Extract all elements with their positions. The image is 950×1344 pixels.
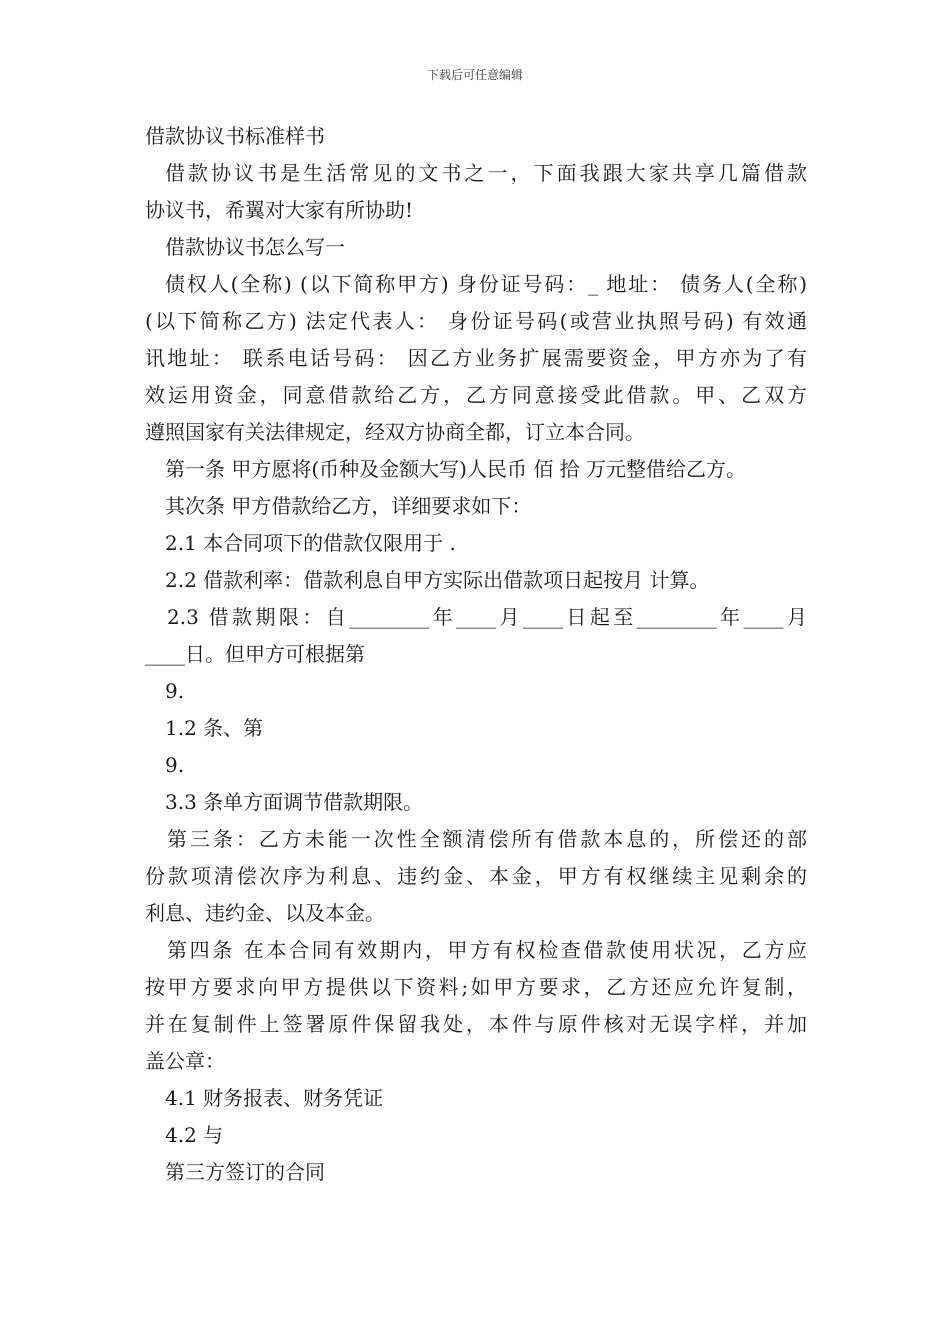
paragraph-line: 遵照国家有关法律规定，经双方协商全都，订立本合同。: [145, 420, 645, 444]
paragraph-line: 讯地址： 联系电话号码： 因乙方业务扩展需要资金，甲方亦为了有: [145, 346, 807, 370]
clause-line: 4.1 财务报表、财务凭证: [165, 1086, 384, 1110]
paragraph-line: 份款项清偿次序为利息、违约金、本金，甲方有权继续主见剩余的: [145, 864, 807, 888]
paragraph-line: 并在复制件上签署原件保留我处，本件与原件核对无误字样，并加: [145, 1012, 807, 1036]
clause-line: 3.3 条单方面调节借款期限。: [165, 790, 424, 814]
clause-line: 1.2 条、第: [165, 716, 264, 740]
clause-line: 2.3 借款期限：自________年____月____日起至________年____月: [167, 605, 807, 629]
section-heading: 借款协议书怎么写一: [165, 235, 345, 259]
paragraph-line: 协议书，希翼对大家有所协助!: [145, 198, 414, 222]
paragraph-line: (以下简称乙方) 法定代表人： 身份证号码(或营业执照号码) 有效通: [145, 309, 807, 333]
paragraph-line: 利息、违约金、以及本金。: [145, 901, 385, 925]
document-body: [145, 118, 807, 1191]
paragraph-line: 债权人(全称) (以下简称甲方) 身份证号码：_ 地址： 债务人(全称): [165, 272, 807, 296]
clause-line: 9.: [165, 679, 185, 703]
article-line: 第三条：乙方未能一次性全额清偿所有借款本息的，所偿还的部: [167, 827, 807, 851]
paragraph-line: 效运用资金，同意借款给乙方，乙方同意接受此借款。甲、乙双方: [145, 383, 807, 407]
document-title: 借款协议书标准样书: [145, 124, 325, 148]
clause-line: 2.2 借款利率：借款利息自甲方实际出借款项日起按月 计算。: [165, 568, 710, 592]
paragraph-line: 按甲方要求向甲方提供以下资料;如甲方要求，乙方还应允许复制，: [145, 975, 807, 999]
clause-line: 2.1 本合同项下的借款仅限用于 .: [165, 531, 456, 555]
clause-line: 9.: [165, 753, 185, 777]
paragraph-line: 盖公章：: [145, 1049, 225, 1073]
page-header-note: 下载后可任意编辑: [426, 68, 523, 82]
article-line: 其次条 甲方借款给乙方，详细要求如下：: [165, 494, 532, 518]
article-line: 第一条 甲方愿将(币种及金额大写)人民币 佰 拾 万元整借给乙方。: [165, 457, 747, 481]
paragraph-line: 借款协议书是生活常见的文书之一，下面我跟大家共享几篇借款: [165, 161, 807, 185]
clause-line: 4.2 与: [165, 1123, 224, 1147]
article-line: 第四条 在本合同有效期内，甲方有权检查借款使用状况，乙方应: [167, 938, 807, 962]
clause-line: 第三方签订的合同: [165, 1160, 325, 1184]
clause-line: ____日。但甲方可根据第: [145, 642, 365, 666]
